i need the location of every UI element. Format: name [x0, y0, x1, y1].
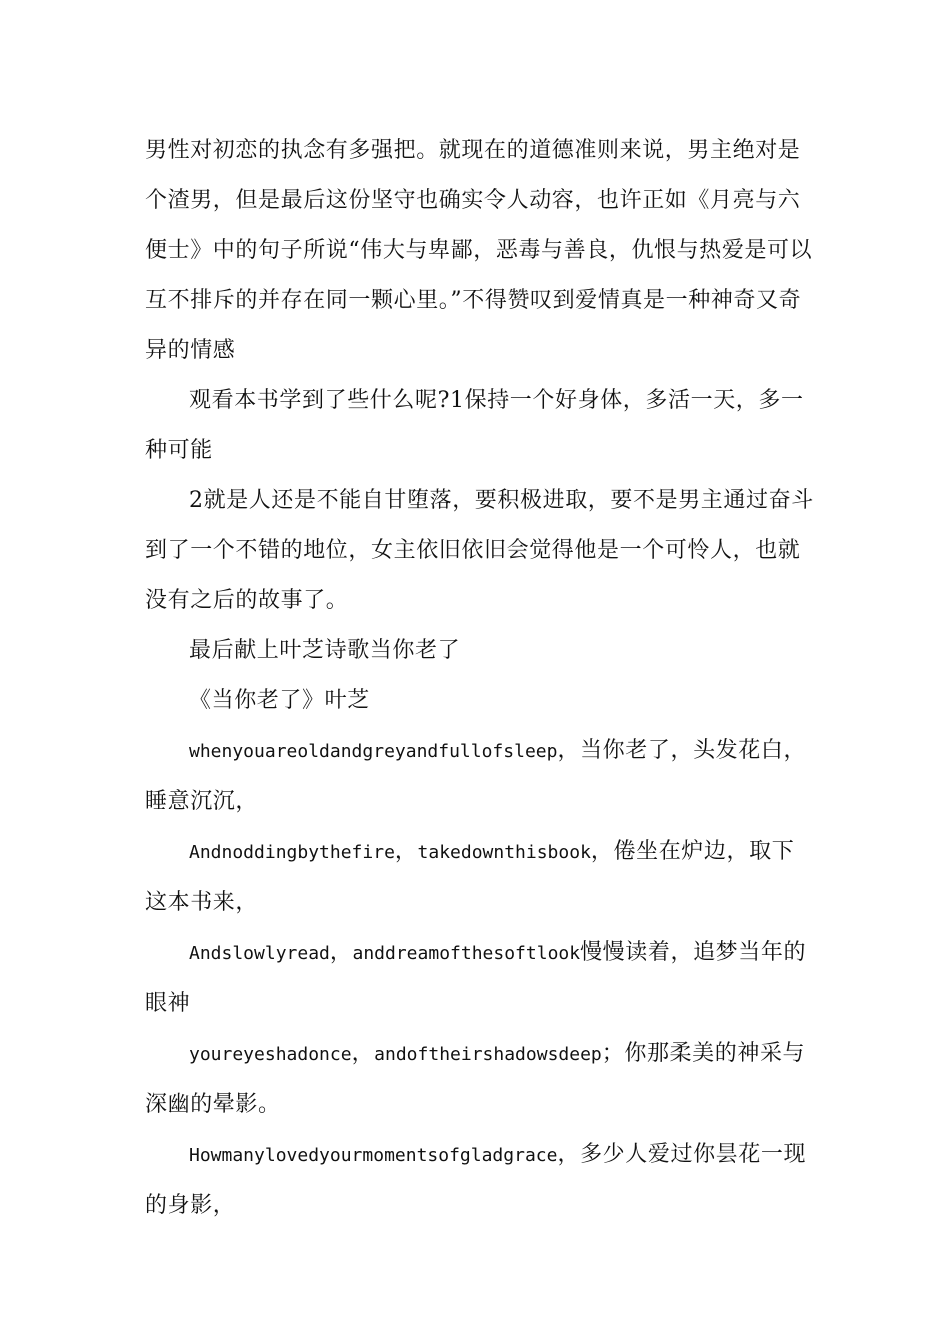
poem-line-5	[145, 1130, 815, 1231]
poem-line-5-chinese: ，多少人爱过你昙花一现的身影，	[145, 1142, 807, 1218]
poem-line-2-english-b: takedownthisbook	[417, 842, 591, 863]
poem-line-3-english-b: anddreamofthesoftlook	[352, 943, 581, 964]
poem-line-4-separator: ，	[351, 1041, 375, 1066]
poem-line-2-chinese: ，倦坐在炉边，取下这本书来，	[145, 839, 795, 915]
poem-line-3-english-a: Andslowlyread	[189, 943, 330, 964]
poem-line-1	[145, 726, 815, 827]
poem-line-5-english: Howmanylovedyourmomentsofgladgrace	[189, 1145, 558, 1166]
poem-line-1-chinese: ，当你老了，头发花白，睡意沉沉，	[145, 738, 807, 814]
poem-title: 《当你老了》叶芝	[189, 688, 370, 713]
poem-line-2	[145, 827, 815, 928]
paragraph-first-love: 男性对初恋的执念有多强把。就现在的道德准则来说，男主绝对是个渣男，但是最后这份坚守也确实令人动容，也许正如《月亮与六便士》中的句子所说“伟大与卑鄙，恶毒与善良，仇恨与热爱是可以互不排斥的并存在同一颗心里。”不得赞叹到爱情真是一种神奇又奇异的情感	[145, 138, 813, 363]
poem-line-3	[145, 928, 815, 1029]
poem-line-4-english-a: youreyeshadonce	[189, 1044, 352, 1065]
paragraph-lessons: 观看本书学到了些什么呢?1保持一个好身体，多活一天，多一种可能	[145, 388, 804, 463]
poem-line-4	[145, 1029, 815, 1130]
document-page	[145, 126, 815, 1231]
poem-line-2-separator: ，	[394, 839, 418, 864]
poem-line-4-chinese: ；你那柔美的神采与深幽的晕影。	[145, 1041, 806, 1117]
poem-line-2-english-a: Andnoddingbythefire	[189, 842, 395, 863]
paragraph-lesson-two: 2就是人还是不能自甘堕落，要积极进取，要不是男主通过奋斗到了一个不错的地位，女主依旧依旧会觉得他是一个可怜人，也就没有之后的故事了。	[145, 488, 814, 613]
poem-line-3-separator: ，	[329, 940, 353, 965]
poem-line-1-english: whenyouareoldandgreyandfullofsleep	[189, 741, 558, 762]
poem-line-4-english-b: andoftheirshadowsdeep	[374, 1044, 602, 1065]
poem-line-3-chinese: 慢慢读着，追梦当年的眼神	[145, 940, 807, 1016]
paragraph-poem-intro: 最后献上叶芝诗歌当你老了	[189, 638, 461, 663]
